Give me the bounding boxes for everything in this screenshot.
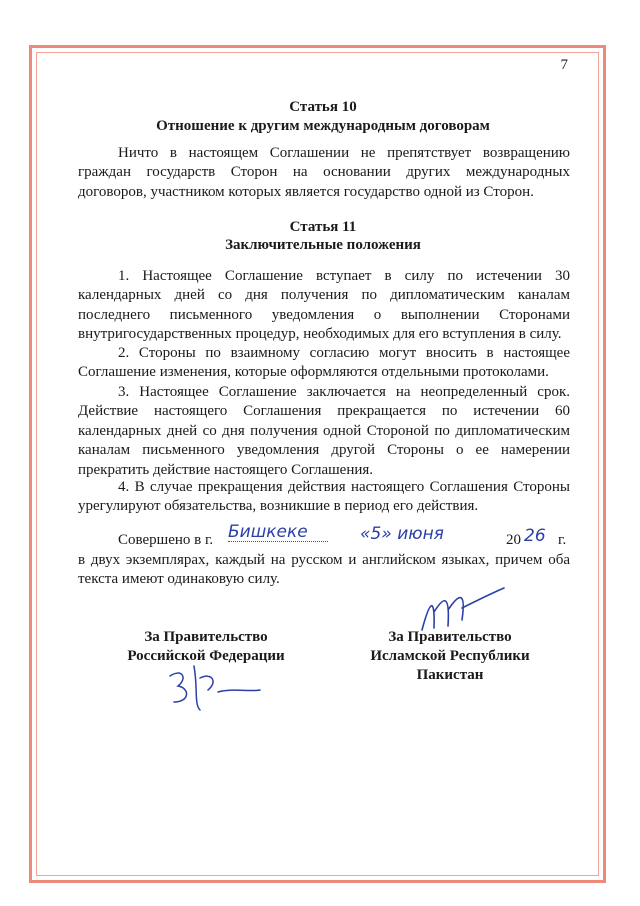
day-handwritten: «5» июня (360, 524, 444, 544)
article-10-subtitle: Отношение к другим международным договорам (156, 118, 490, 134)
city-handwritten: Бишкеке (228, 522, 308, 542)
signatory-pakistan-line-1: За Правительство (388, 629, 512, 645)
article-10-title: Статья 10 (289, 99, 357, 115)
signatory-pakistan-line-2: Исламской Республики (370, 648, 530, 664)
signatory-pakistan-line-3: Пакистан (416, 667, 484, 683)
year-suffix: г. (558, 532, 567, 548)
article-11-subtitle: Заключительные положения (225, 237, 421, 253)
signatory-russia-line-2: Российской Федерации (127, 648, 285, 664)
article-11-title: Статья 11 (289, 219, 357, 235)
signatory-russia (108, 628, 304, 666)
signatory-pakistan (340, 628, 560, 685)
article-11-clause-4: 4. В случае прекращения действия настоящего Соглашения Стороны урегулируют обязательства, возникшие в период его действия. (78, 479, 570, 515)
article-11-clause-2: 2. Стороны по взаимному согласию могут вносить в настоящее Соглашение изменения, которые оформляются отдельными протоколами. (78, 345, 570, 381)
done-prefix: Совершено в г. (118, 532, 214, 548)
page-number: 7 (560, 57, 568, 73)
done-rest-text: в двух экземплярах, каждый на русском и английском языках, причем оба текста имеют одинаковую силу. (78, 552, 570, 588)
russia-signature (160, 658, 280, 718)
signatory-russia-line-1: За Правительство (144, 629, 268, 645)
year-prefix: 20 (506, 532, 521, 548)
article-10-text: Ничто в настоящем Соглашении не препятствует возвращению граждан государств Сторон на основании других международных договоров, участником которых является государство одной из Сторон. (78, 145, 570, 200)
article-11-clause-1: 1. Настоящее Соглашение вступает в силу по истечении 30 календарных дней со дня получения по дипломатическим каналам последнего письменного уведомления о выполнении Сторонами внутригосударственных процедур, необходимых для его вступления в силу. (78, 268, 570, 343)
article-11-clause-3: 3. Настоящее Соглашение заключается на неопределенный срок. Действие настоящего Соглашения прекращается по истечении 60 календарных дней со дня получения одной Стороной по дипломатическим каналам письменного уведомления другой Стороны о ее намерении прекратить действие настоящего Соглашения. (78, 384, 570, 478)
year-handwritten: 26 (524, 526, 546, 546)
city-blank-line (228, 541, 328, 542)
